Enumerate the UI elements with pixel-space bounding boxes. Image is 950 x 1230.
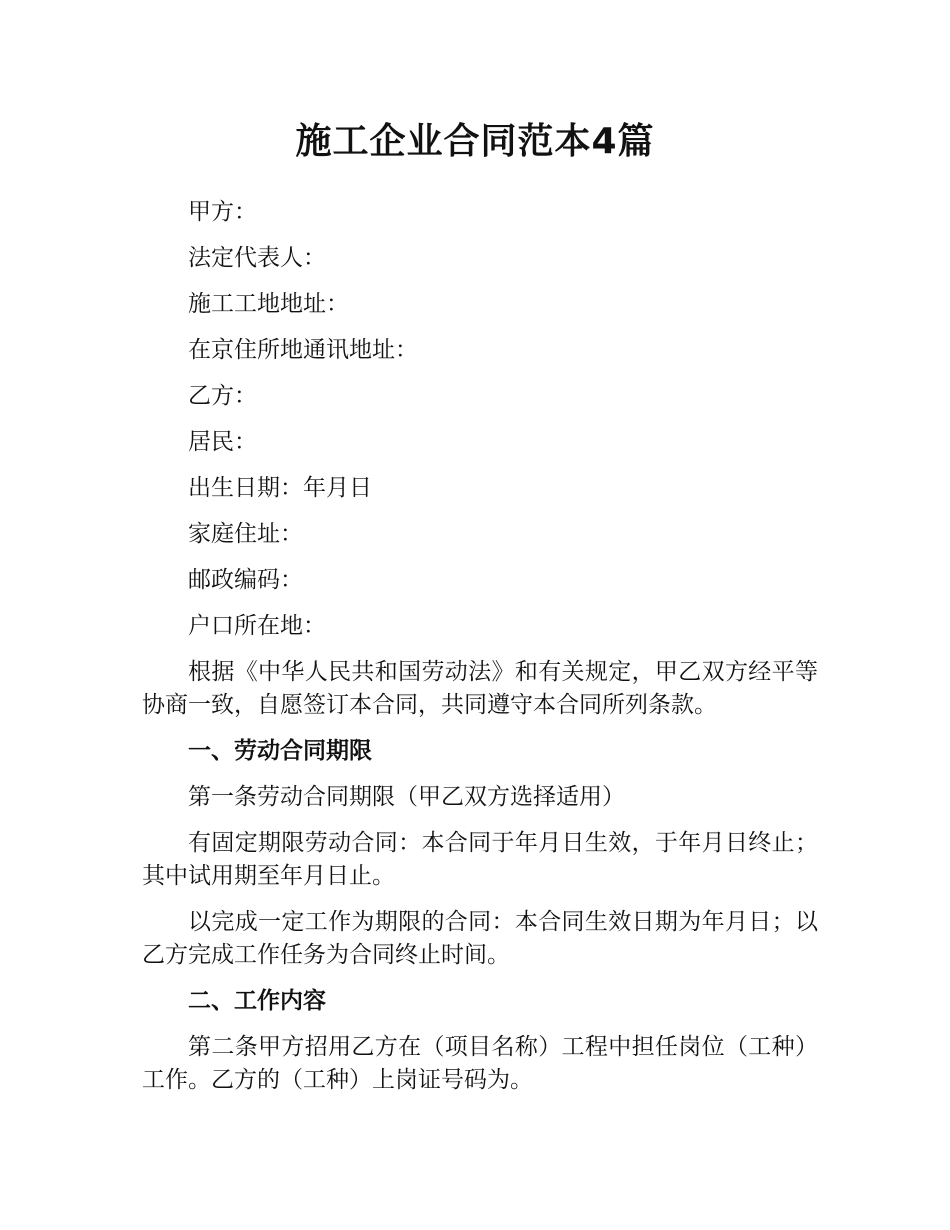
- field-resident: 居民：: [188, 429, 257, 455]
- article-1: 第一条劳动合同期限（甲乙双方选择适用）: [188, 784, 625, 810]
- field-party-b: 乙方：: [188, 383, 257, 409]
- article-2: 第二条甲方招用乙方在（项目名称）工程中担任岗位（工种）工作。乙方的（工种）上岗证号码为。: [142, 1034, 818, 1093]
- field-postal-code: 邮政编码：: [188, 567, 303, 593]
- document-body: [142, 196, 818, 1110]
- field-site-address: 施工工地地址：: [188, 291, 349, 317]
- field-legal-representative: 法定代表人：: [188, 245, 326, 271]
- fixed-term-paragraph: 有固定期限劳动合同：本合同于年月日生效，于年月日终止；其中试用期至年月日止。: [142, 830, 818, 889]
- field-party-a: 甲方：: [188, 199, 257, 225]
- section-2-heading: 二、工作内容: [188, 988, 326, 1014]
- document-title: 施工企业合同范本4篇: [295, 121, 655, 162]
- field-household-registration: 户口所在地：: [188, 613, 326, 639]
- intro-paragraph: 根据《中华人民共和国劳动法》和有关规定，甲乙双方经平等协商一致，自愿签订本合同，共同遵守本合同所列条款。: [142, 659, 818, 718]
- field-birth-date: 出生日期：年月日: [188, 475, 372, 501]
- field-beijing-address: 在京住所地通讯地址：: [188, 337, 418, 363]
- task-term-paragraph: 以完成一定工作为期限的合同：本合同生效日期为年月日；以乙方完成工作任务为合同终止时间。: [142, 909, 818, 968]
- field-home-address: 家庭住址：: [188, 521, 303, 547]
- section-1-heading: 一、劳动合同期限: [188, 738, 372, 764]
